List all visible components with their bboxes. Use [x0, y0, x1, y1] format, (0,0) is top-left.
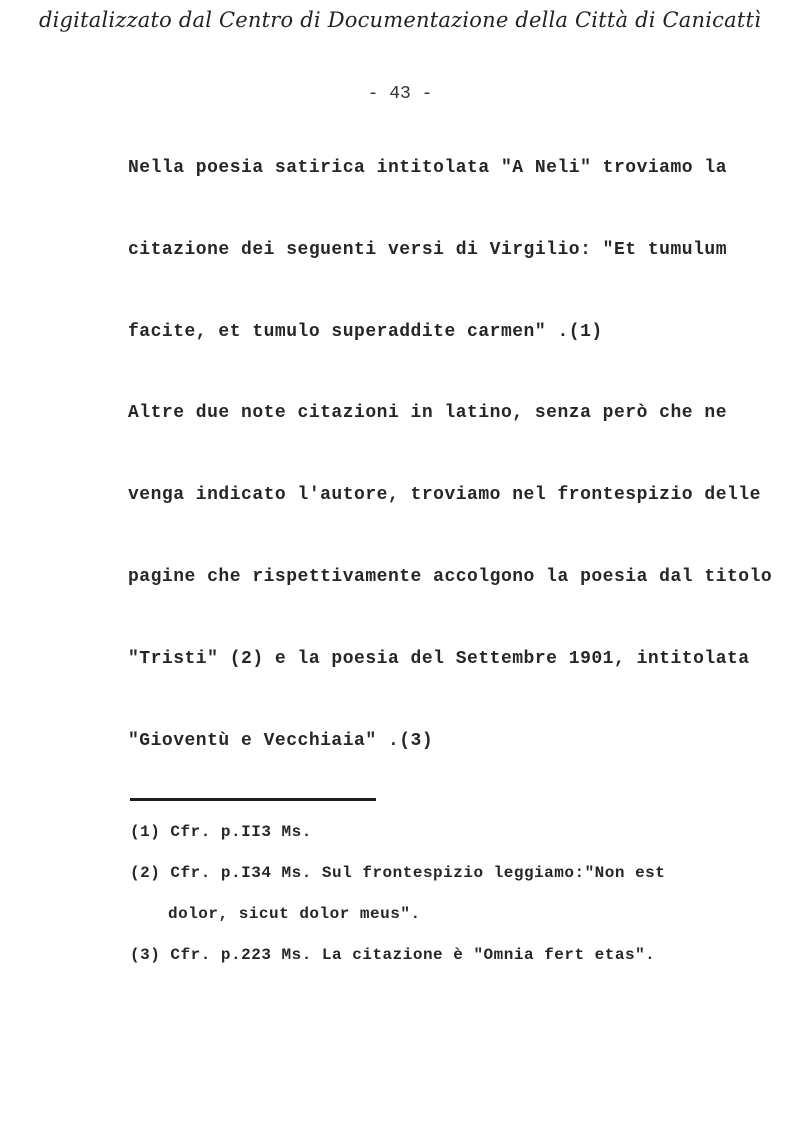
body-line: citazione dei seguenti versi di Virgilio: "Et tumulum: [128, 240, 727, 260]
body-line: "Gioventù e Vecchiaia" .(3): [128, 731, 434, 751]
body-line: Altre due note citazioni in latino, senza però che ne: [128, 403, 727, 423]
body-line: venga indicato l'autore, troviamo nel frontespizio delle: [128, 485, 761, 505]
footnote-2-continuation: dolor, sicut dolor meus".: [168, 905, 421, 923]
footnote-divider: [130, 798, 376, 801]
body-line: facite, et tumulo superaddite carmen" .(1): [128, 322, 603, 342]
footnote-1: (1) Cfr. p.II3 Ms.: [130, 823, 312, 841]
body-line: pagine che rispettivamente accolgono la poesia dal titolo: [128, 567, 773, 587]
footnote-3: (3) Cfr. p.223 Ms. La citazione è "Omnia fert etas".: [130, 946, 656, 964]
body-line: "Tristi" (2) e la poesia del Settembre 1901, intitolata: [128, 649, 750, 669]
body-line: Nella poesia satirica intitolata "A Neli" troviamo la: [128, 158, 727, 178]
page-number: - 43 -: [367, 84, 433, 104]
footnote-2: (2) Cfr. p.I34 Ms. Sul frontespizio leggiamo:"Non est: [130, 864, 666, 882]
header-watermark: digitalizzato dal Centro di Documentazione della Città di Canicattì: [38, 8, 762, 32]
